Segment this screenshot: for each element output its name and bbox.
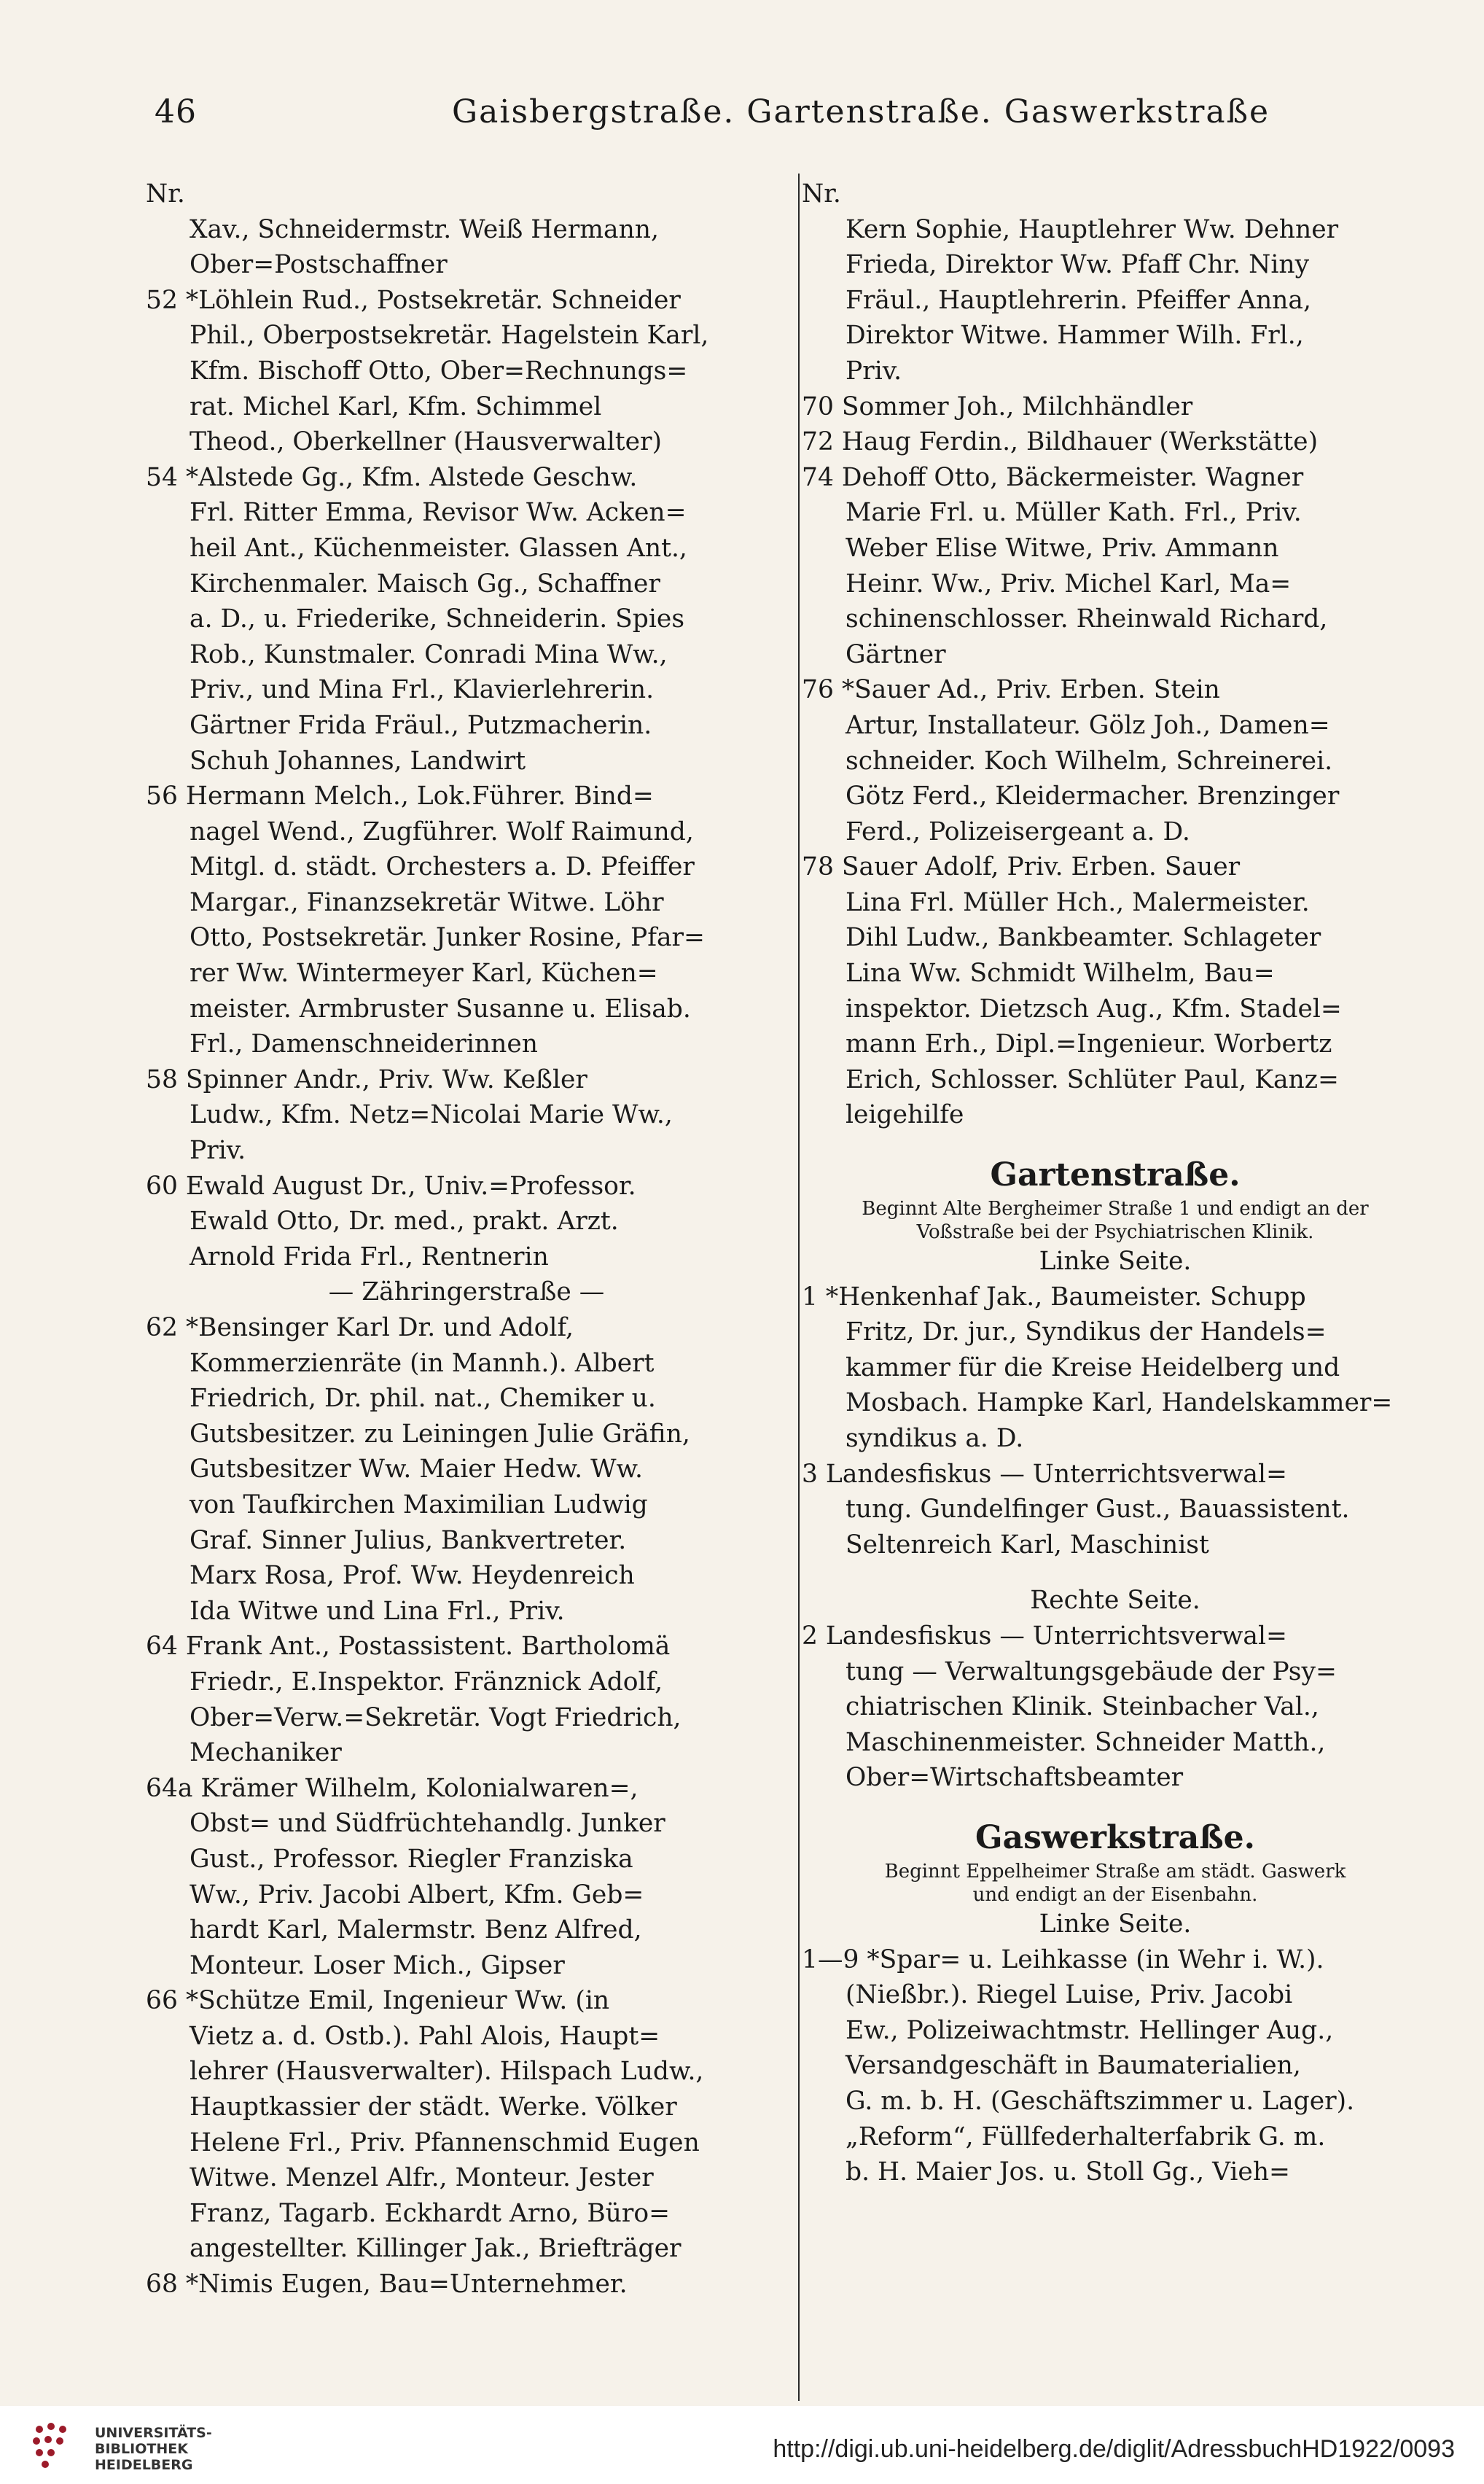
entry-line: Ww., Priv. Jacobi Albert, Kfm. Geb=: [190, 1880, 644, 1909]
page-number: 46: [155, 93, 197, 131]
entry-line: G. m. b. H. (Geschäftszimmer u. Lager).: [846, 2086, 1355, 2116]
entry-line: chiatrischen Klinik. Steinbacher Val.,: [846, 1692, 1319, 1722]
entry-line: meister. Armbruster Susanne u. Elisab.: [190, 994, 691, 1024]
entry-line: Kfm. Bischoff Otto, Ober=Rechnungs=: [190, 356, 688, 386]
entry-line: Rob., Kunstmaler. Conradi Mina Ww.,: [190, 639, 668, 669]
entry-line: Maschinenmeister. Schneider Matth.,: [846, 1727, 1326, 1757]
side-label: Linke Seite.: [1039, 1909, 1192, 1939]
section-heading-gaswerkstrasse: Gaswerkstraße.: [975, 1818, 1255, 1856]
entry-line: 1 *Henkenhaf Jak., Baumeister. Schupp: [802, 1282, 1306, 1312]
entry-line: Ew., Polizeiwachtmstr. Hellinger Aug.,: [846, 2015, 1334, 2045]
entry-line: Priv.: [190, 1136, 246, 1166]
entry-line: rat. Michel Karl, Kfm. Schimmel: [190, 392, 602, 421]
source-url-link[interactable]: http://digi.ub.uni-heidelberg.de/diglit/AdressbuchHD1922/0093: [773, 2435, 1455, 2463]
entry-line: Frl., Damenschneiderinnen: [190, 1029, 538, 1059]
entry-line: Erich, Schlosser. Schlüter Paul, Kanz=: [846, 1064, 1339, 1094]
entry-line: Frieda, Direktor Ww. Pfaff Chr. Niny: [846, 250, 1310, 280]
entry-line: Phil., Oberpostsekretär. Hagelstein Karl,: [190, 321, 709, 351]
entry-line: angestellter. Killinger Jak., Briefträger: [190, 2234, 682, 2264]
entry-line: Mitgl. d. städt. Orchesters a. D. Pfeiffer: [190, 852, 695, 882]
entry-line: Vietz a. d. Ostb.). Pahl Alois, Haupt=: [190, 2021, 660, 2051]
entry-line: Arnold Frida Frl., Rentnerin: [190, 1242, 549, 1272]
entry-line: Hauptkassier der städt. Werke. Völker: [190, 2092, 677, 2122]
entry-line: Obst= und Südfrüchtehandlg. Junker: [190, 1809, 665, 1839]
entry-line: kammer für die Kreise Heidelberg und: [846, 1352, 1340, 1382]
entry-line: Artur, Installateur. Gölz Joh., Damen=: [846, 710, 1330, 740]
entry-line: Fräul., Hauptlehrerin. Pfeiffer Anna,: [846, 285, 1311, 315]
entry-line: Gutsbesitzer. zu Leiningen Julie Gräfin,: [190, 1419, 690, 1449]
entry-line: 56 Hermann Melch., Lok.Führer. Bind=: [146, 782, 654, 811]
entry-line: tung. Gundelfinger Gust., Bauassistent.: [846, 1495, 1350, 1525]
entry-line: 64a Krämer Wilhelm, Kolonialwaren=,: [146, 1773, 638, 1803]
entry-line: 64 Frank Ant., Postassistent. Bartholomä: [146, 1632, 671, 1662]
entry-line: Ludw., Kfm. Netz=Nicolai Marie Ww.,: [190, 1100, 673, 1130]
gaswerkstrasse-left-side: [802, 1942, 1429, 2190]
entry-line: Nr.: [802, 179, 841, 209]
entry-line: inspektor. Dietzsch Aug., Kfm. Stadel=: [846, 994, 1342, 1024]
page-header: [146, 86, 1429, 144]
library-name-line: HEIDELBERG: [95, 2457, 193, 2473]
entry-line: 62 *Bensinger Karl Dr. und Adolf,: [146, 1313, 574, 1342]
entry-line: Ewald Otto, Dr. med., prakt. Arzt.: [190, 1207, 619, 1237]
entry-line: b. H. Maier Jos. u. Stoll Gg., Vieh=: [846, 2157, 1290, 2187]
spacer: [802, 1796, 1429, 1816]
entry-line: Nr.: [146, 179, 185, 209]
section-subtitle: Beginnt Eppelheimer Straße am städt. Gaswerk: [884, 1860, 1346, 1883]
entry-line: hardt Karl, Malermstr. Benz Alfred,: [190, 1915, 642, 1945]
spacer: [802, 1562, 1429, 1583]
entry-line: Ober=Verw.=Sekretär. Vogt Friedrich,: [190, 1702, 682, 1732]
entry-line: 2 Landesfiskus — Unterrichtsverwal=: [802, 1621, 1287, 1651]
entry-line: Götz Ferd., Kleidermacher. Brenzinger: [846, 782, 1340, 811]
entry-line: tung — Verwaltungsgebäude der Psy=: [846, 1656, 1337, 1686]
entry-line: Dihl Ludw., Bankbeamter. Schlageter: [846, 923, 1321, 953]
entry-line: schinenschlosser. Rheinwald Richard,: [846, 604, 1328, 634]
entry-line: 76 *Sauer Ad., Priv. Erben. Stein: [802, 675, 1220, 705]
entry-line: Gust., Professor. Riegler Franziska: [190, 1844, 633, 1874]
gartenstrasse-left-side: [802, 1280, 1429, 1563]
entry-line: syndikus a. D.: [846, 1424, 1024, 1453]
entry-line: Mosbach. Hampke Karl, Handelskammer=: [846, 1388, 1393, 1418]
entry-line: Priv.: [846, 356, 902, 386]
entry-line: 60 Ewald August Dr., Univ.=Professor.: [146, 1171, 636, 1201]
side-label: Rechte Seite.: [1030, 1586, 1200, 1616]
entry-line: Lina Frl. Müller Hch., Malermeister.: [846, 887, 1310, 917]
entry-line: 52 *Löhlein Rud., Postsekretär. Schneider: [146, 285, 681, 315]
side-label: Linke Seite.: [1039, 1247, 1192, 1277]
entry-line: 72 Haug Ferdin., Bildhauer (Werkstätte): [802, 427, 1319, 457]
entry-line: mann Erh., Dipl.=Ingenieur. Worbertz: [846, 1029, 1332, 1059]
entry-line: von Taufkirchen Maximilian Ludwig: [190, 1490, 648, 1519]
entry-line: Mechaniker: [190, 1738, 342, 1768]
entry-line: Friedrich, Dr. phil. nat., Chemiker u.: [190, 1384, 656, 1414]
entry-line: Ida Witwe und Lina Frl., Priv.: [190, 1596, 565, 1626]
entry-line: 3 Landesfiskus — Unterrichtsverwal=: [802, 1459, 1287, 1489]
left-column: [146, 176, 787, 2302]
entry-line: Theod., Oberkellner (Hausverwalter): [190, 427, 662, 457]
library-name: [95, 2425, 212, 2473]
entry-line: Seltenreich Karl, Maschinist: [846, 1530, 1209, 1560]
gartenstrasse-right-side: [802, 1619, 1429, 1796]
entry-line: Marx Rosa, Prof. Ww. Heydenreich: [190, 1561, 635, 1591]
entry-line: Gutsbesitzer Ww. Maier Hedw. Ww.: [190, 1455, 643, 1484]
library-name-line: UNIVERSITÄTS-: [95, 2425, 212, 2441]
entry-line: Versandgeschäft in Baumaterialien,: [846, 2051, 1301, 2081]
entry-line: „Reform“, Füllfederhalterfabrik G. m.: [846, 2122, 1326, 2152]
entry-line: Kern Sophie, Hauptlehrer Ww. Dehner: [846, 214, 1339, 244]
entry-line: — Zähringerstraße —: [328, 1277, 605, 1307]
section-subtitle: Beginnt Alte Bergheimer Straße 1 und endigt an der: [862, 1198, 1369, 1220]
entry-line: 66 *Schütze Emil, Ingenieur Ww. (in: [146, 1986, 610, 2016]
entry-line: Gärtner Frida Fräul., Putzmacherin.: [190, 710, 652, 740]
spacer: [802, 1133, 1429, 1153]
entry-line: Margar., Finanzsekretär Witwe. Löhr: [190, 887, 664, 917]
entry-line: heil Ant., Küchenmeister. Glassen Ant.,: [190, 533, 687, 563]
page-title: Gaisbergstraße. Gartenstraße. Gaswerkstraße: [452, 93, 1270, 131]
entry-line: Ober=Wirtschaftsbeamter: [846, 1763, 1184, 1793]
entry-line: 70 Sommer Joh., Milchhändler: [802, 392, 1193, 421]
entry-line: Graf. Sinner Julius, Bankvertreter.: [190, 1525, 627, 1555]
right-column: [802, 176, 1429, 2190]
entry-line: 54 *Alstede Gg., Kfm. Alstede Geschw.: [146, 462, 638, 492]
entry-line: Kommerzienräte (in Mannh.). Albert: [190, 1348, 655, 1378]
entry-line: Direktor Witwe. Hammer Wilh. Frl.,: [846, 321, 1304, 351]
entry-line: Lina Ww. Schmidt Wilhelm, Bau=: [846, 959, 1275, 989]
section-heading-gartenstrasse: Gartenstraße.: [990, 1156, 1241, 1194]
entry-line: Ferd., Polizeisergeant a. D.: [846, 817, 1190, 846]
entry-line: Marie Frl. u. Müller Kath. Frl., Priv.: [846, 498, 1302, 528]
entry-line: Witwe. Menzel Alfr., Monteur. Jester: [190, 2163, 654, 2193]
entry-line: Frl. Ritter Emma, Revisor Ww. Acken=: [190, 498, 687, 528]
entry-line: 78 Sauer Adolf, Priv. Erben. Sauer: [802, 852, 1241, 882]
entry-line: 1—9 *Spar= u. Leihkasse (in Wehr i. W.).: [802, 1944, 1324, 1974]
entry-line: 74 Dehoff Otto, Bäckermeister. Wagner: [802, 462, 1304, 492]
entry-line: lehrer (Hausverwalter). Hilspach Ludw.,: [190, 2057, 704, 2087]
entry-line: Kirchenmaler. Maisch Gg., Schaffner: [190, 569, 660, 599]
entry-line: 58 Spinner Andr., Priv. Ww. Keßler: [146, 1064, 587, 1094]
entry-line: Fritz, Dr. jur., Syndikus der Handels=: [846, 1317, 1327, 1347]
entry-line: Otto, Postsekretär. Junker Rosine, Pfar=: [190, 923, 705, 953]
entry-line: Franz, Tagarb. Eckhardt Arno, Büro=: [190, 2198, 671, 2228]
entry-line: rer Ww. Wintermeyer Karl, Küchen=: [190, 959, 658, 989]
entry-line: nagel Wend., Zugführer. Wolf Raimund,: [190, 817, 694, 846]
entry-line: Monteur. Loser Mich., Gipser: [190, 1950, 565, 1980]
entry-line: Priv., und Mina Frl., Klavierlehrerin.: [190, 675, 655, 705]
section-subtitle: Voßstraße bei der Psychiatrischen Klinik.: [916, 1221, 1314, 1244]
university-library-logo-icon: [29, 2419, 87, 2477]
entry-line: Xav., Schneidermstr. Weiß Hermann,: [190, 214, 659, 244]
entry-line: a. D., u. Friederike, Schneiderin. Spies: [190, 604, 685, 634]
column-divider: [798, 174, 800, 2401]
section-subtitle: und endigt an der Eisenbahn.: [972, 1883, 1258, 1906]
entry-line: Heinr. Ww., Priv. Michel Karl, Ma=: [846, 569, 1292, 599]
entry-line: 68 *Nimis Eugen, Bau=Unternehmer.: [146, 2270, 628, 2300]
entry-line: Helene Frl., Priv. Pfannenschmid Eugen: [190, 2127, 700, 2157]
entry-line: (Nießbr.). Riegel Luise, Priv. Jacobi: [846, 1980, 1293, 2010]
right-top-entries: [802, 176, 1429, 1133]
entry-line: schneider. Koch Wilhelm, Schreinerei.: [846, 746, 1333, 776]
entry-line: Weber Elise Witwe, Priv. Ammann: [846, 533, 1279, 563]
entry-line: Friedr., E.Inspektor. Fränznick Adolf,: [190, 1667, 663, 1697]
entry-line: Ober=Postschaffner: [190, 250, 448, 280]
entry-line: Schuh Johannes, Landwirt: [190, 746, 526, 776]
entry-line: leigehilfe: [846, 1100, 964, 1130]
library-name-line: BIBLIOTHEK: [95, 2441, 188, 2457]
entry-line: Gärtner: [846, 639, 946, 669]
